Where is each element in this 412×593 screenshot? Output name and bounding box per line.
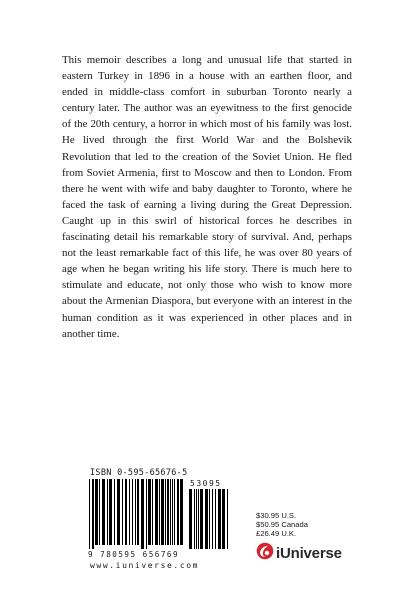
barcode-bar: [135, 479, 136, 545]
barcode-bar: [102, 479, 105, 545]
barcode-bar: [198, 489, 199, 549]
barcode-bar: [107, 479, 108, 545]
blurb-text: This memoir describes a long and unusual life that started in eastern Turkey in 1896 in a house with an earthen floor, and ended in middle-class comfort in suburban Toronto nearly a century later. The author was an eyewitness to the first genocide of the 20th century, a horror in which most of his family was lost. He lived through the first World War and the Bolshevik Revolution that led to the creation of the Soviet Union. He fled from Soviet Armenia, first to Moscow and then to London. From there he went with wife and baby daughter to Toronto, where he faced the task of earning a living during the Great Depression. Caught up in this swirl of historical forces he describes in fascinating detail his remarkable story of survival. And, perhaps not the least remarkable fact of this life, he was over 80 years of age when he began writing his life story. There is much here to stimulate and educate, not only those who wish to know more about the Armenian Diaspora, but everyone with an interest in the human condition as it was experienced in other places and in another time.: [62, 54, 352, 340]
barcode-bar: [205, 489, 208, 549]
barcode-bar: [172, 479, 173, 545]
barcode-block: [88, 468, 238, 559]
barcode-bar: [177, 479, 179, 545]
barcode-bar: [152, 479, 153, 545]
barcode-bar: [95, 479, 98, 545]
barcode-bar: [109, 479, 112, 545]
barcode-bar: [122, 479, 123, 545]
barcode-bar: [148, 479, 151, 545]
barcode-bar: [215, 489, 216, 549]
publisher-logo: [256, 542, 342, 565]
barcode-bar: [170, 479, 171, 545]
ean-digits: 9 780595 656769: [88, 550, 180, 559]
addon-digits: 53095: [190, 479, 222, 488]
barcode-bar: [209, 489, 210, 549]
barcode-bar: [114, 479, 115, 545]
barcode-bar: [141, 479, 144, 549]
isbn-label: ISBN 0-595-65676-5: [90, 468, 188, 478]
barcode-bar: [174, 479, 175, 545]
barcode-bar: [161, 479, 164, 545]
barcode-bar: [189, 489, 192, 549]
barcode-bar: [99, 479, 100, 545]
barcode-bar: [180, 479, 183, 545]
barcode-bar: [132, 479, 133, 545]
barcode-bar: [89, 479, 90, 549]
price-canada: $50.95 Canada: [256, 520, 308, 529]
barcode-bar: [218, 489, 221, 549]
barcode-bar: [194, 489, 195, 549]
barcode-bar: [222, 489, 225, 549]
publisher-logo-text: iUniverse: [276, 545, 342, 562]
price-uk: £26.49 U.K.: [256, 529, 297, 538]
iuniverse-swirl-icon: [256, 542, 274, 565]
barcode-bar: [117, 479, 120, 545]
barcode-bar: [159, 479, 160, 545]
barcode-bar: [167, 479, 169, 545]
ean-barcode: [88, 479, 184, 559]
barcode-bar: [129, 479, 130, 545]
price-list: [256, 511, 308, 538]
barcode-bar: [200, 489, 203, 549]
barcode-bar: [165, 479, 166, 545]
publisher-website: www.iuniverse.com: [90, 561, 200, 570]
price-us: $30.95 U.S.: [256, 511, 297, 520]
barcode-bar: [125, 479, 127, 545]
barcode-bar: [92, 479, 94, 549]
addon-barcode: [188, 479, 230, 549]
barcode-bar: [196, 489, 197, 549]
barcode-bar: [146, 479, 147, 549]
barcode-bar: [155, 479, 158, 545]
barcode-bar: [227, 489, 228, 549]
barcode-bar: [137, 479, 139, 545]
barcode-bar: [212, 489, 213, 549]
